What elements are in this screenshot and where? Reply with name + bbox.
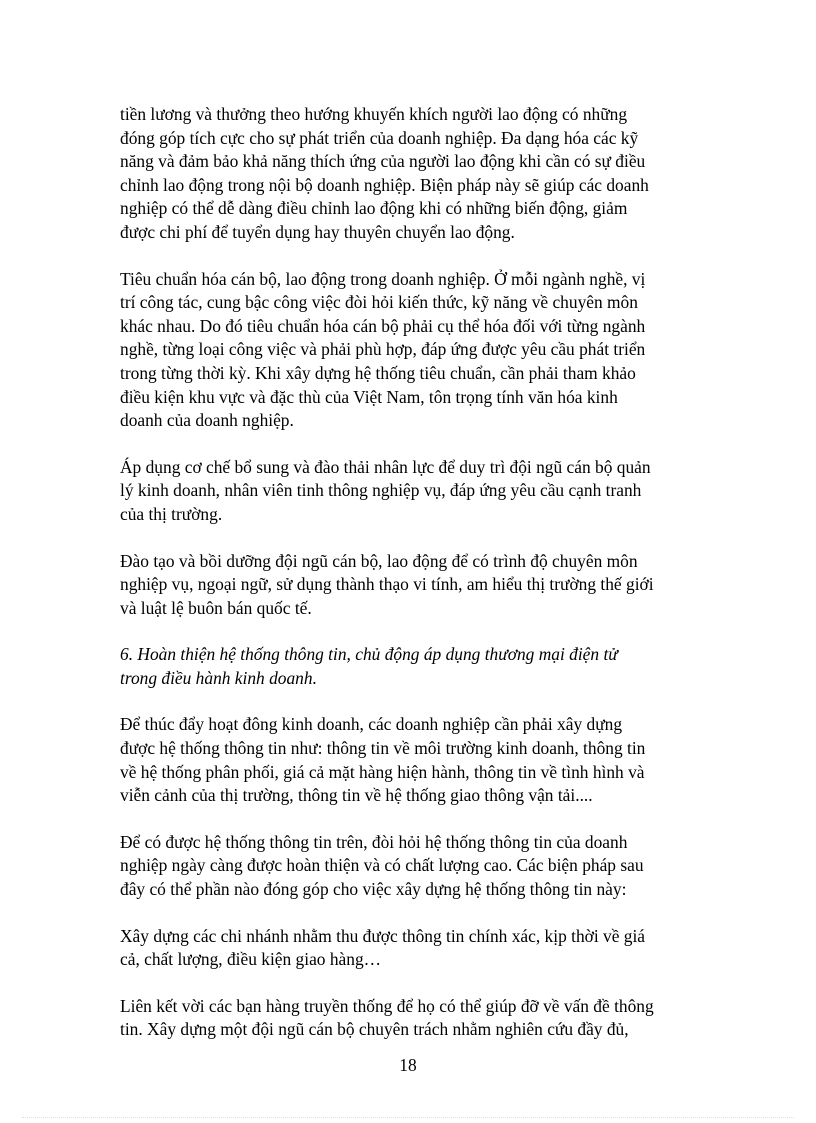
text-line: trong từng thời kỳ. Khi xây dựng hệ thống tiêu chuẩn, cần phải tham khảo (120, 362, 636, 383)
document-body (120, 103, 710, 1065)
paragraph (120, 995, 710, 1042)
text-line: Áp dụng cơ chế bổ sung và đào thải nhân lực để duy trì đội ngũ cán bộ quản (120, 456, 651, 477)
text-line: nghề, từng loại công việc và phải phù hợp, đáp ứng được yêu cầu phát triển (120, 339, 646, 360)
text-line: nghiệp vụ, ngoại ngữ, sử dụng thành thạo vi tính, am hiểu thị trường thế giới (120, 574, 654, 595)
text-line: và luật lệ buôn bán quốc tế. (120, 597, 312, 618)
section-heading (120, 643, 710, 690)
text-line: Liên kết vời các bạn hàng truyền thống để họ có thể giúp đỡ về vấn đề thông (120, 995, 654, 1016)
text-line: Để thúc đẩy hoạt đông kinh doanh, các doanh nghiệp cần phải xây dựng (120, 714, 623, 735)
text-line: doanh của doanh nghiệp. (120, 410, 294, 431)
text-line: được hệ thống thông tin như: thông tin về môi trường kinh doanh, thông tin (120, 738, 646, 759)
text-line: về hệ thống phân phối, giá cả mặt hàng hiện hành, thông tin về tình hình và (120, 761, 645, 782)
text-line: điều kiện khu vực và đặc thù của Việt Nam, tôn trọng tính văn hóa kinh (120, 386, 618, 407)
text-line: nghiệp có thể dễ dàng điều chỉnh lao động khi có những biến động, giảm (120, 198, 628, 219)
text-line: nghiệp ngày càng được hoàn thiện và có chất lượng cao. Các biện pháp sau (120, 855, 644, 876)
text-line: đây có thể phần nào đóng góp cho việc xây dựng hệ thống thông tin này: (120, 879, 627, 900)
paragraph (120, 456, 710, 527)
text-line: 6. Hoàn thiện hệ thống thông tin, chủ động áp dụng thương mại điện tử (120, 644, 618, 665)
paragraph (120, 550, 710, 621)
text-line: tin. Xây dựng một đội ngũ cán bộ chuyên trách nhằm nghiên cứu đầy đủ, (120, 1019, 629, 1040)
text-line: cả, chất lượng, điều kiện giao hàng… (120, 949, 382, 970)
text-line: đóng góp tích cực cho sự phát triển của doanh nghiệp. Đa dạng hóa các kỹ (120, 127, 639, 148)
text-line: Tiêu chuẩn hóa cán bộ, lao động trong doanh nghiệp. Ở mỗi ngành nghề, vị (120, 268, 646, 289)
paragraph (120, 103, 710, 245)
text-line: Để có được hệ thống thông tin trên, đòi hỏi hệ thống thông tin của doanh (120, 831, 628, 852)
text-line: của thị trường. (120, 503, 223, 524)
text-line: năng và đảm bảo khả năng thích ứng của người lao động khi cần có sự điều (120, 151, 646, 172)
paragraph (120, 925, 710, 972)
text-line: được chi phí để tuyển dụng hay thuyên chuyển lao động. (120, 221, 515, 242)
text-line: Đào tạo và bồi dưỡng đội ngũ cán bộ, lao động để có trình độ chuyên môn (120, 550, 638, 571)
page-number: 18 (399, 1055, 417, 1075)
text-line: tiền lương và thưởng theo hướng khuyến khích người lao động có những (120, 104, 628, 124)
text-line: Xây dựng các chi nhánh nhằm thu được thông tin chính xác, kịp thời về giá (120, 925, 646, 946)
text-line: khác nhau. Do đó tiêu chuẩn hóa cán bộ phải cụ thể hóa đối với từng ngành (120, 315, 646, 336)
text-line: lý kinh doanh, nhân viên tinh thông nghiệp vụ, đáp ứng yêu cầu cạnh tranh (120, 480, 642, 501)
paragraph (120, 713, 710, 807)
text-line: chỉnh lao động trong nội bộ doanh nghiệp. Biện pháp này sẽ giúp các doanh (120, 174, 649, 195)
text-line: viễn cảnh của thị trường, thông tin về hệ thống giao thông vận tải.... (120, 785, 593, 806)
text-line: trí công tác, cung bậc công việc đòi hỏi kiến thức, kỹ năng về chuyên môn (120, 292, 638, 313)
page-edge-divider (22, 1117, 794, 1118)
text-line: trong điều hành kinh doanh. (120, 667, 317, 688)
paragraph (120, 268, 710, 433)
paragraph (120, 831, 710, 902)
